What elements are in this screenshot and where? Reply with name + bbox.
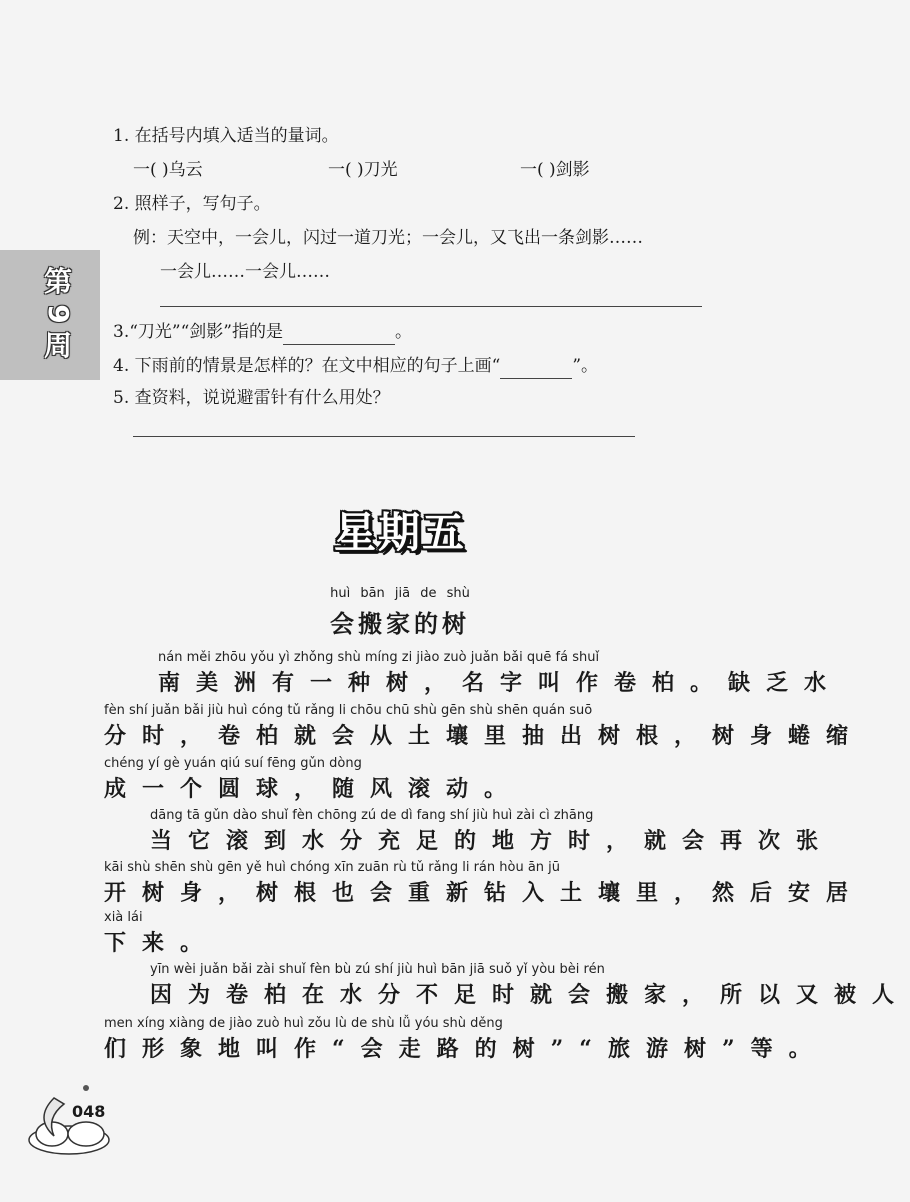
week-char-2: 9 (42, 304, 75, 324)
q3-blank[interactable] (283, 320, 395, 345)
q2-answer-line[interactable] (160, 306, 702, 307)
q1-item-3[interactable]: 一( )剑影 (520, 160, 590, 180)
week-label (36, 266, 80, 364)
story-line-4: 当它滚到水分充足的地方时，就会再次张 (150, 828, 835, 854)
story-line-8: 们形象地叫作“会走路的树”“旅游树”等。 (104, 1036, 827, 1062)
q4-text: 4. 下雨前的情景是怎样的？在文中相应的句子上画“ (113, 356, 501, 376)
q3-end: 。 (394, 322, 412, 342)
q2-pattern: 一会儿……一会儿…… (160, 262, 330, 282)
q1-item-1[interactable]: 一( )乌云 (133, 160, 203, 180)
week-tab (0, 250, 100, 380)
day-title: 星期五 (333, 508, 466, 557)
story-line-5: 开树身，树根也会重新钻入土壤里，然后安居 (104, 880, 865, 906)
q2-example: 例：天空中，一会儿，闪过一道刀光；一会儿，又飞出一条剑影…… (133, 228, 643, 248)
q1-item-2[interactable]: 一( )刀光 (328, 160, 398, 180)
story-line-2: 分时，卷柏就会从土壤里抽出树根，树身蜷缩 (104, 723, 865, 749)
q4-line-sample (500, 354, 572, 379)
story-line-6: 下来。 (104, 930, 219, 956)
story-line-7: 因为卷柏在水分不足时就会搬家，所以又被人 (150, 982, 910, 1008)
page-number: 048 (72, 1102, 106, 1121)
question-1: 1. 在括号内填入适当的量词。 (113, 126, 339, 146)
story-pinyin-4: dāng tā gǔn dào shuǐ fèn chōng zú de dì fang shí jiù huì zài cì zhāng (150, 808, 594, 823)
story-title-pinyin: huì bān jiā de shù (330, 586, 470, 601)
q5-answer-line[interactable] (133, 436, 635, 437)
story-line-1: 南美洲有一种树，名字叫作卷柏。缺乏水 (158, 670, 843, 696)
story-pinyin-7: yīn wèi juǎn bǎi zài shuǐ fèn bù zú shí jiù huì bān jiā suǒ yǐ yòu bèi rén (150, 962, 605, 977)
q3-text: 3.“刀光”“剑影”指的是 (113, 322, 283, 342)
week-char-1: 第 (43, 265, 72, 298)
question-5: 5. 查资料，说说避雷针有什么用处？ (113, 388, 390, 408)
q4-end: ”。 (572, 356, 599, 376)
story-pinyin-8: men xíng xiàng de jiào zuò huì zǒu lù de shù lǚ yóu shù děng (104, 1016, 503, 1031)
story-pinyin-3: chéng yí gè yuán qiú suí fēng gǔn dòng (104, 756, 362, 771)
story-pinyin-5: kāi shù shēn shù gēn yě huì chóng xīn zuān rù tǔ rǎng li rán hòu ān jū (104, 860, 561, 875)
story-pinyin-6: xià lái (104, 910, 143, 925)
week-char-3: 周 (43, 329, 72, 362)
story-pinyin-2: fèn shí juǎn bǎi jiù huì cóng tǔ rǎng li chōu chū shù gēn shù shēn quán suō (104, 703, 593, 718)
story-line-3: 成一个圆球，随风滚动。 (104, 776, 523, 802)
story-title: 会搬家的树 (330, 609, 470, 638)
question-3 (113, 320, 412, 345)
question-2: 2. 照样子，写句子。 (113, 194, 271, 214)
story-pinyin-1: nán měi zhōu yǒu yì zhǒng shù míng zi jiào zuò juǎn bǎi quē fá shuǐ (158, 650, 600, 665)
question-4 (113, 354, 598, 379)
